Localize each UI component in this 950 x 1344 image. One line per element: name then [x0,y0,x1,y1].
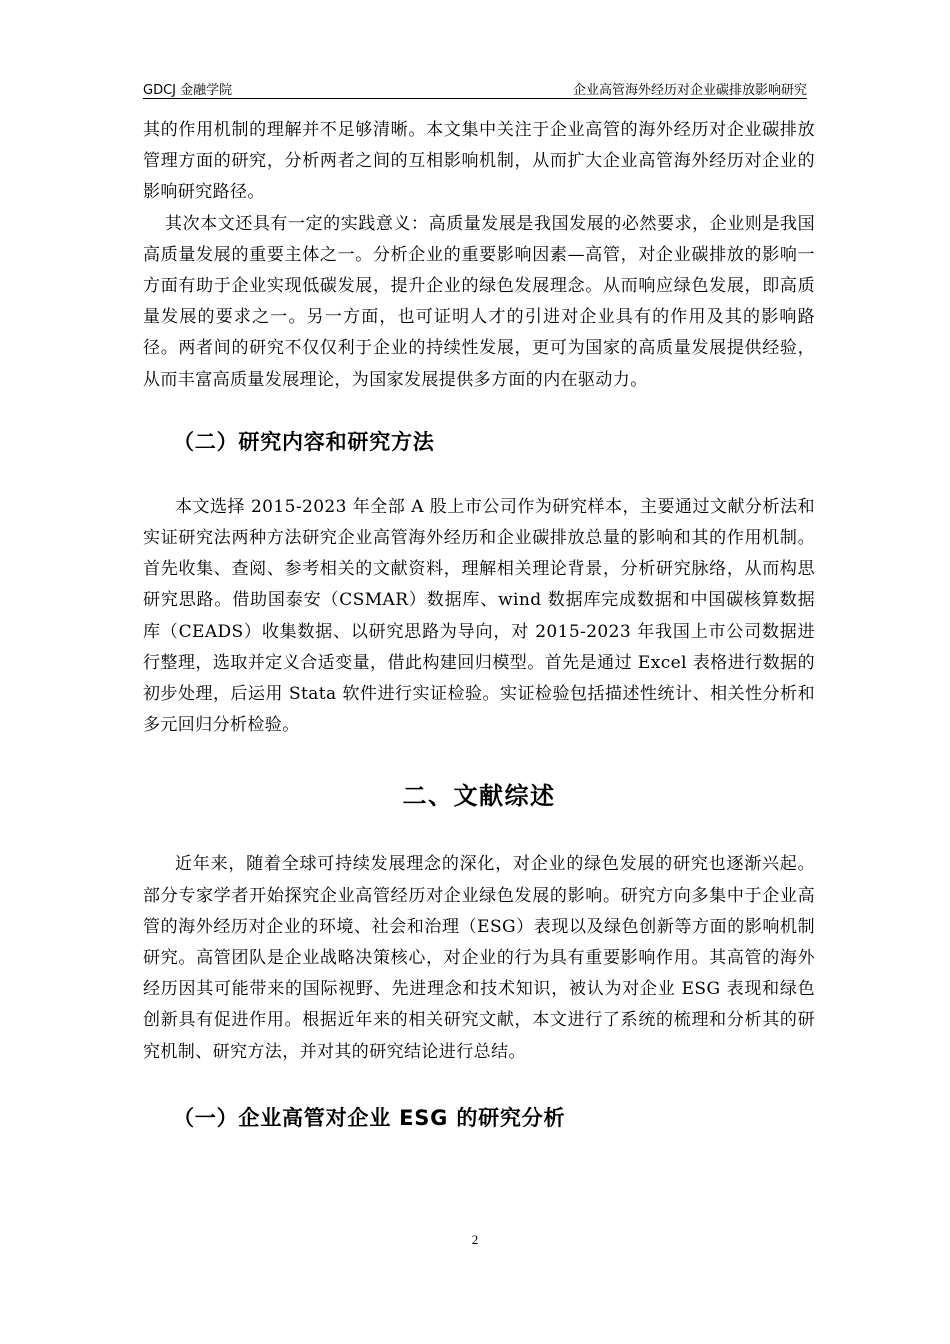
header-right-text: 企业高管海外经历对企业碳排放影响研究 [572,83,807,98]
paragraph-research-methods: 本文选择 2015-2023 年全部 A 股上市公司作为研究样本，主要通过文献分析法和实证研究法两种方法研究企业高管海外经历和企业碳排放总量的影响和其的作用机制。首先收集、查阅、参考相关的文献资料，理解相关理论背景，分析研究脉络，从而构思研究思路。借助国泰安（CSMAR）数据库、wind 数据库完成数据和中国碳核算数据库（CEADS）收集数据、以研究思路为导向，对 2015-2023 年我国上市公司数据进行整理，选取并定义合适变量，借此构建回归模型。首先是通过 Excel 表格进行数据的初步处理，后运用 Stata 软件进行实证检验。实证检验包括描述性统计、相关性分析和多元回归分析检验。 [143,496,815,736]
paragraph-significance-theory: 其的作用机制的理解并不足够清晰。本文集中关注于企业高管的海外经历对企业碳排放管理方面的研究，分析两者之间的互相影响机制，从而扩大企业高管海外经历对企业的影响研究路径。 [143,120,815,203]
page-header [143,76,807,99]
page-body [143,115,815,1132]
header-left-text: GDCJ 金融学院 [143,83,233,98]
heading-literature-review: 二、文献综述 [402,782,556,811]
paragraph-literature-intro: 近年来，随着全球可持续发展理念的深化，对企业的绿色发展的研究也逐渐兴起。部分专家学者开始探究企业高管经历对企业绿色发展的影响。研究方向多集中于企业高管的海外经历对企业的环境、社会和治理（ESG）表现以及绿色创新等方面的影响机制研究。高管团队是企业战略决策核心，对企业的行为具有重要影响作用。其高管的海外经历因其可能带来的国际视野、先进理念和技术知识，被认为对企业 ESG 表现和绿色创新具有促进作用。根据近年来的相关研究文献，本文进行了系统的梳理和分析其的研究机制、研究方法，并对其的研究结论进行总结。 [143,854,815,1062]
heading-research-content-methods: （二）研究内容和研究方法 [173,429,435,454]
page-number: 2 [471,1232,479,1247]
heading-executives-esg: （一）企业高管对企业 ESG 的研究分析 [173,1105,566,1130]
paragraph-significance-practice: 其次本文还具有一定的实践意义：高质量发展是我国发展的必然要求，企业则是我国高质量发展的重要主体之一。分析企业的重要影响因素—高管，对企业碳排放的影响一方面有助于企业实现低碳发展，提升企业的绿色发展理念。从而响应绿色发展，即高质量发展的要求之一。另一方面，也可证明人才的引进对企业具有的作用及其的影响路径。两者间的研究不仅仅利于企业的持续性发展，更可为国家的高质量发展提供经验，从而丰富高质量发展理论，为国家发展提供多方面的内在驱动力。 [143,213,815,390]
